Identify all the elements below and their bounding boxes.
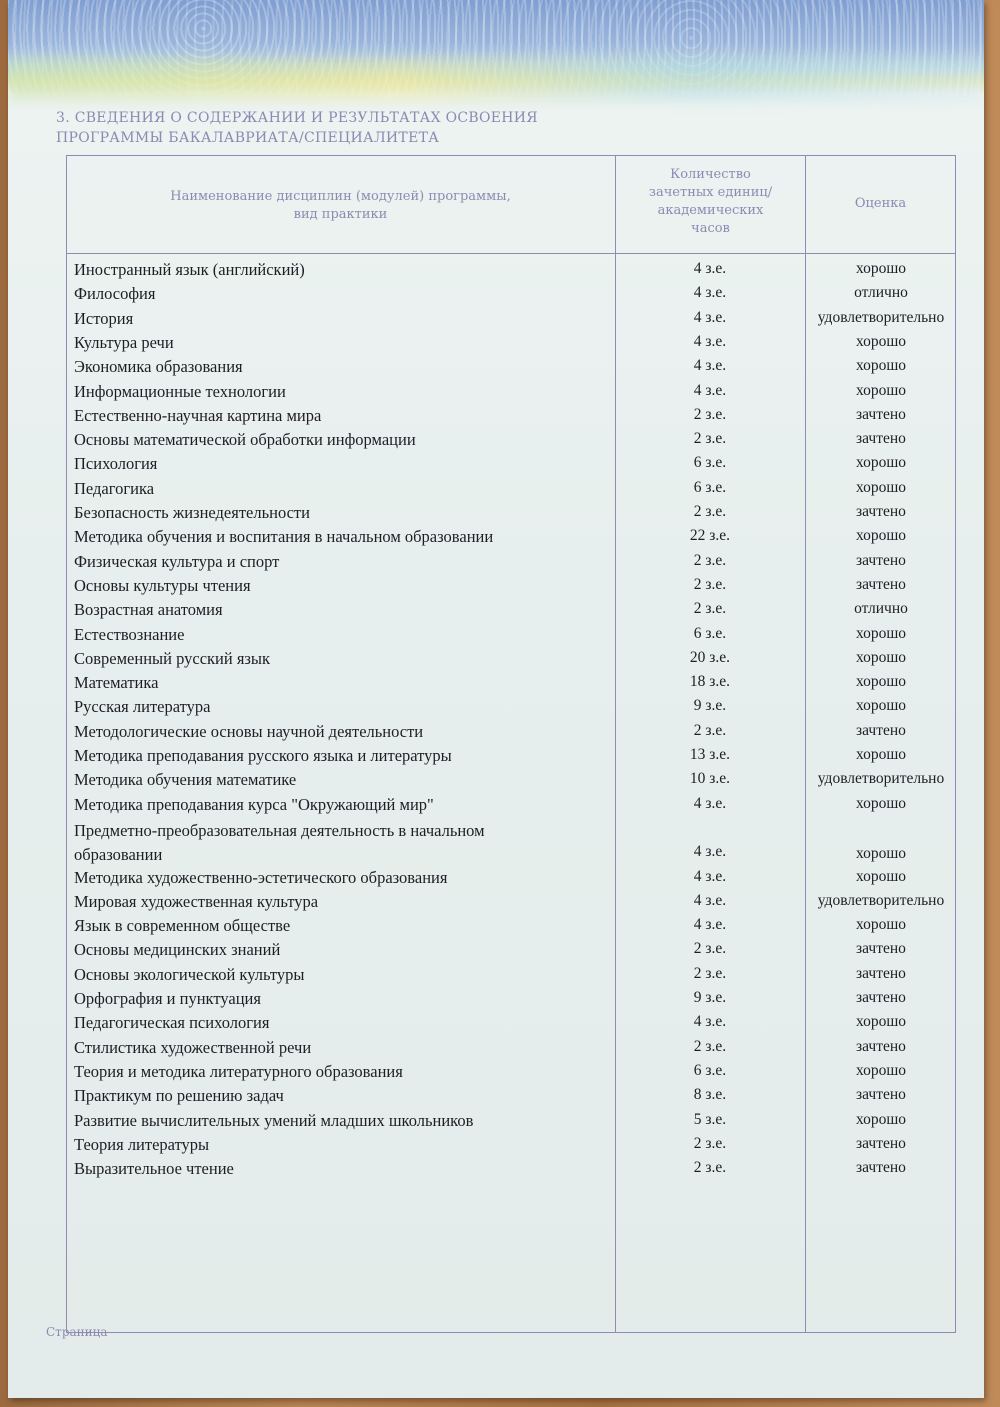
table-row [8,1159,984,1183]
table-row [8,454,984,478]
credits-value: 4 з.е. [693,260,727,277]
discipline-name: Безопасность жизнедеятельности [74,503,310,522]
discipline-name: Педагогическая психология [74,1013,270,1033]
discipline-name: Практикум по решению задач [74,1086,284,1106]
credits-value: 2 з.е. [693,940,727,958]
credits-value: 6 з.е. [693,1061,727,1079]
credits-value: 22 з.е. [689,527,731,545]
discipline-name: Развитие вычислительных умений младших школьников [74,1110,474,1130]
discipline-name: Теория литературы [74,1134,210,1154]
discipline-name: Возрастная анатомия [74,600,223,620]
discipline-name: Методика обучения и воспитания в начальном образовании [74,527,494,547]
table-row [8,333,984,357]
discipline-name: Культура речи [74,332,174,352]
credits-value: 2 з.е. [693,600,727,618]
discipline-name: Естествознание [74,624,185,644]
table-row [8,916,984,940]
grade-value: хорошо [855,648,907,666]
table-row [8,892,984,916]
table-body [8,0,984,1398]
grade-value: зачтено [856,551,906,569]
table-row [8,1111,984,1135]
grade-value: удовлетворительно [817,308,945,326]
grade-value: хорошо [855,916,907,934]
discipline-name: Психология [74,454,158,474]
grade-value: зачтено [856,721,906,739]
grade-value: хорошо [855,454,907,472]
table-row [8,795,984,819]
discipline-name: Стилистика художественной речи [74,1037,312,1057]
grade-value: хорошо [855,1110,907,1128]
credits-value: 4 з.е. [693,332,727,350]
table-row [8,576,984,600]
discipline-name: Современный русский язык [74,648,271,668]
table-row [8,260,984,284]
grade-value: хорошо [855,697,907,715]
header-discipline: Наименование дисциплин (модулей) программы, вид практики [170,189,511,222]
discipline-name: Физическая культура и спорт [74,551,280,571]
table-row [8,552,984,576]
credits-value: 2 з.е. [693,575,727,593]
discipline-name: Орфография и пунктуация [74,989,261,1008]
discipline-name: Естественно-научная картина мира [74,405,322,425]
credits-value: 9 з.е. [693,697,727,715]
header-grade: Оценка [854,196,907,211]
grade-value: зачтено [856,1159,906,1177]
discipline-name: Теория и методика литературного образования [74,1061,403,1081]
credits-value: 2 з.е. [693,964,727,982]
discipline-name: Методологические основы научной деятельности [74,721,424,741]
grade-value: зачтено [856,503,906,520]
diploma-supplement-page [8,0,984,1398]
table-row [8,1062,984,1086]
discipline-name: Выразительное чтение [74,1159,234,1179]
grade-value: зачтено [856,1134,906,1152]
table-row [8,1135,984,1159]
grade-value: отлично [854,600,908,618]
table-row [8,382,984,406]
table-row [8,1086,984,1110]
credits-value: 10 з.е. [689,770,731,788]
credits-value: 13 з.е. [689,746,731,763]
grade-value: зачтено [856,1086,906,1104]
discipline-name: Основы культуры чтения [74,575,251,595]
credits-value: 4 з.е. [693,381,727,399]
discipline-name: Экономика образования [74,357,243,377]
discipline-name: Русская литература [74,697,211,717]
grade-value: хорошо [855,794,907,812]
credits-value: 4 з.е. [693,308,727,326]
grade-value: хорошо [855,381,907,399]
section-title-line-1: 3. СВЕДЕНИЯ О СОДЕРЖАНИИ И РЕЗУЛЬТАТАХ ОСВОЕНИЯ [56,110,538,126]
grade-value: хорошо [855,332,907,350]
credits-value: 2 з.е. [693,503,727,520]
table-row [8,284,984,308]
table-row [8,357,984,381]
grade-value: хорошо [855,260,907,277]
grade-value: зачтено [856,940,906,958]
table-row [8,770,984,794]
credits-value: 4 з.е. [693,867,727,885]
grade-value: хорошо [855,1013,907,1031]
table-row [8,625,984,649]
credits-value: 4 з.е. [693,794,727,812]
grade-value: зачтено [856,405,906,423]
discipline-name: Педагогика [74,478,155,498]
credits-value: 2 з.е. [693,430,727,448]
table-row [8,600,984,624]
grade-value: хорошо [855,746,907,763]
discipline-name: Мировая художественная культура [74,891,319,911]
table-row [8,746,984,770]
grade-value: хорошо [855,844,907,862]
credits-value: 2 з.е. [693,1037,727,1055]
discipline-name [74,819,485,867]
credits-value: 20 з.е. [689,648,731,666]
credits-value: 4 з.е. [693,891,727,909]
credits-value: 2 з.е. [693,721,727,739]
grade-value: зачтено [856,1037,906,1055]
discipline-name: Методика художественно-эстетического образования [74,867,448,887]
discipline-name: Основы медицинских знаний [74,940,281,960]
credits-value: 2 з.е. [693,1159,727,1177]
credits-value: 6 з.е. [693,624,727,642]
table-row [8,309,984,333]
grade-value: отлично [854,284,908,302]
discipline-name-line-2: образовании [74,844,163,864]
discipline-name: Основы математической обработки информации [74,430,416,450]
credits-value: 2 з.е. [693,1134,727,1152]
table-row [8,697,984,721]
credits-value: 4 з.е. [693,284,727,302]
table-row [8,479,984,503]
grade-value: хорошо [855,673,907,691]
discipline-name: Язык в современном обществе [74,916,291,936]
grade-value: удовлетворительно [817,891,945,909]
table-row [8,406,984,430]
table-row [8,989,984,1013]
credits-value: 8 з.е. [693,1086,727,1104]
credits-value: 18 з.е. [689,673,731,691]
grade-value: хорошо [855,1061,907,1079]
table-row [8,649,984,673]
credits-value: 4 з.е. [693,842,727,860]
section-title-line-2: ПРОГРАММЫ БАКАЛАВРИАТА/СПЕЦИАЛИТЕТА [56,130,440,146]
credits-value: 4 з.е. [693,916,727,934]
grade-value: удовлетворительно [817,770,945,788]
discipline-name: Основы экологической культуры [74,964,305,984]
grade-value: зачтено [856,575,906,593]
page-footer-label: Страница [46,1325,108,1339]
grade-value: хорошо [855,478,907,496]
grade-value: хорошо [855,867,907,885]
credits-value: 4 з.е. [693,357,727,375]
table-row [8,965,984,989]
discipline-name-line-1: Предметно-преобразовательная деятельность в начальном [74,820,485,840]
table-row [8,1013,984,1037]
credits-value: 2 з.е. [693,405,727,423]
table-row [8,819,984,867]
discipline-name: Методика преподавания курса "Окружающий мир" [74,794,434,814]
discipline-name: Математика [74,673,159,693]
table-row [8,527,984,551]
grade-value: зачтено [856,430,906,448]
grade-value: хорошо [855,624,907,642]
grade-value: зачтено [856,964,906,982]
table-row [8,722,984,746]
grade-value: хорошо [855,357,907,375]
grade-value: зачтено [856,989,906,1006]
grade-value: хорошо [855,527,907,545]
credits-value: 4 з.е. [693,1013,727,1031]
credits-value: 5 з.е. [693,1110,727,1128]
discipline-name: Информационные технологии [74,381,286,401]
credits-value: 9 з.е. [693,989,727,1006]
discipline-name: Методика обучения математике [74,770,297,790]
credits-value: 6 з.е. [693,478,727,496]
discipline-name: Методика преподавания русского языка и литературы [74,746,452,765]
table-row [8,868,984,892]
credits-value: 6 з.е. [693,454,727,472]
table-row [8,673,984,697]
table-row [8,940,984,964]
discipline-name: История [74,308,134,328]
discipline-name: Иностранный язык (английский) [74,260,305,279]
table-row [8,1038,984,1062]
header-credits: Количество зачетных единиц/ академических часов [648,167,773,236]
discipline-name: Философия [74,284,156,304]
table-row [8,503,984,527]
credits-value: 2 з.е. [693,551,727,569]
table-row [8,430,984,454]
